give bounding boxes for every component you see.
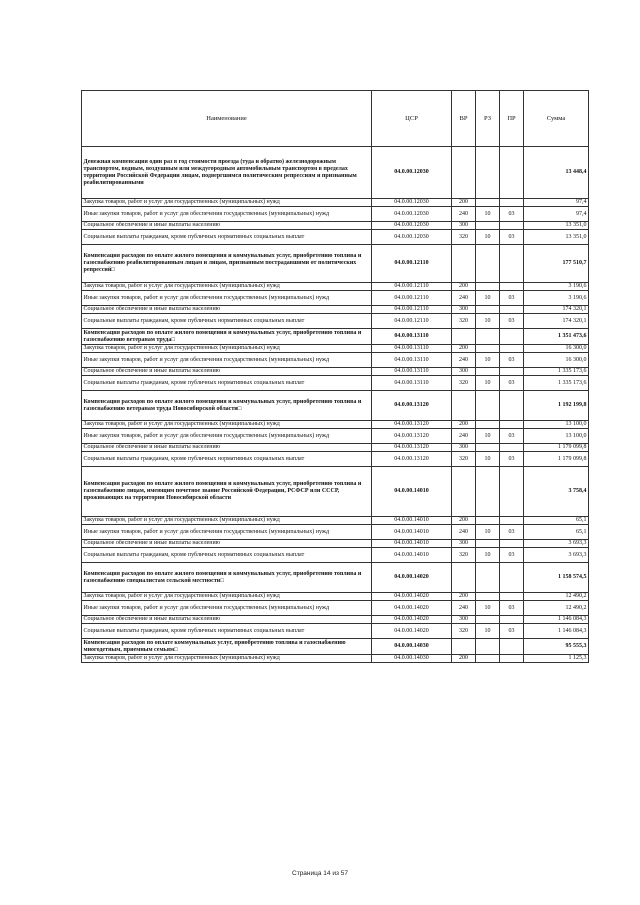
row-sum-cell: 13 100,0 <box>524 429 589 444</box>
table-row <box>82 199 589 207</box>
row-rz-cell: 10 <box>476 548 500 563</box>
row-vr-cell: 300 <box>452 306 476 314</box>
row-csr-cell: 04.0.00.13110 <box>372 368 452 376</box>
row-name-cell: Компенсация расходов по оплате жилого помещения и коммунальных услуг, приобретению топлива и газоснабжению ветеранам труда Новосибирской области□ <box>82 391 372 421</box>
row-vr-cell: 240 <box>452 601 476 616</box>
budget-table <box>81 90 589 663</box>
row-name-cell: Закупка товаров, работ и услуг для государственных (муниципальных) нужд <box>82 345 372 353</box>
table-row <box>82 291 589 306</box>
row-pr-cell: 03 <box>500 548 524 563</box>
row-csr-cell: 04.0.00.12030 <box>372 230 452 245</box>
row-pr-cell <box>500 199 524 207</box>
row-sum-cell: 174 320,1 <box>524 306 589 314</box>
row-sum-cell: 3 758,4 <box>524 467 589 517</box>
row-name-cell: Социальные выплаты гражданам, кроме публичных нормативных социальных выплат <box>82 624 372 639</box>
row-csr-cell: 04.0.00.13110 <box>372 376 452 391</box>
row-pr-cell <box>500 444 524 452</box>
row-pr-cell <box>500 283 524 291</box>
row-csr-cell: 04.0.00.13120 <box>372 444 452 452</box>
row-sum-cell: 97,4 <box>524 207 589 222</box>
row-sum-cell: 1 335 173,6 <box>524 368 589 376</box>
row-vr-cell: 320 <box>452 452 476 467</box>
table-row <box>82 421 589 429</box>
row-rz-cell: 10 <box>476 376 500 391</box>
row-csr-cell: 04.0.00.14030 <box>372 639 452 655</box>
row-pr-cell <box>500 639 524 655</box>
row-csr-cell: 04.0.00.14020 <box>372 624 452 639</box>
row-sum-cell: 1 158 574,5 <box>524 563 589 593</box>
row-rz-cell: 10 <box>476 525 500 540</box>
row-csr-cell: 04.0.00.13120 <box>372 429 452 444</box>
row-vr-cell: 240 <box>452 525 476 540</box>
row-rz-cell <box>476 444 500 452</box>
row-name-cell: Социальные выплаты гражданам, кроме публичных нормативных социальных выплат <box>82 314 372 329</box>
row-pr-cell <box>500 593 524 601</box>
row-csr-cell: 04.0.00.12110 <box>372 283 452 291</box>
row-rz-cell <box>476 222 500 230</box>
row-name-cell: Компенсация расходов по оплате жилого помещения и коммунальных услуг, приобретению топлива и газоснабжению специалистам сельской местности□ <box>82 563 372 593</box>
row-sum-cell: 65,1 <box>524 517 589 525</box>
row-sum-cell: 1 179 099,8 <box>524 444 589 452</box>
row-name-cell: Закупка товаров, работ и услуг для государственных (муниципальных) нужд <box>82 593 372 601</box>
row-rz-cell <box>476 616 500 624</box>
row-vr-cell <box>452 391 476 421</box>
row-pr-cell <box>500 245 524 283</box>
row-sum-cell: 13 351,0 <box>524 222 589 230</box>
row-name-cell: Закупка товаров, работ и услуг для государственных (муниципальных) нужд <box>82 283 372 291</box>
row-sum-cell: 1 146 084,3 <box>524 624 589 639</box>
row-vr-cell: 200 <box>452 283 476 291</box>
row-vr-cell: 300 <box>452 616 476 624</box>
row-pr-cell <box>500 329 524 345</box>
row-vr-cell <box>452 245 476 283</box>
table-row <box>82 616 589 624</box>
table-row <box>82 452 589 467</box>
header-pr: ПР <box>500 91 524 147</box>
row-vr-cell <box>452 467 476 517</box>
row-vr-cell <box>452 147 476 199</box>
table-row <box>82 517 589 525</box>
row-sum-cell: 13 351,0 <box>524 230 589 245</box>
table-row <box>82 525 589 540</box>
table-row <box>82 444 589 452</box>
row-sum-cell: 174 320,1 <box>524 314 589 329</box>
row-rz-cell: 10 <box>476 601 500 616</box>
row-csr-cell: 04.0.00.13120 <box>372 421 452 429</box>
header-sum: Сумма <box>524 91 589 147</box>
row-vr-cell: 200 <box>452 517 476 525</box>
table-row <box>82 245 589 283</box>
row-name-cell: Закупка товаров, работ и услуг для государственных (муниципальных) нужд <box>82 199 372 207</box>
row-vr-cell: 200 <box>452 345 476 353</box>
row-vr-cell: 300 <box>452 368 476 376</box>
row-vr-cell: 200 <box>452 655 476 663</box>
table-row <box>82 655 589 663</box>
table-row <box>82 345 589 353</box>
row-name-cell: Социальное обеспечение и иные выплаты населению <box>82 222 372 230</box>
row-name-cell: Социальные выплаты гражданам, кроме публичных нормативных социальных выплат <box>82 548 372 563</box>
table-row <box>82 306 589 314</box>
row-vr-cell: 320 <box>452 314 476 329</box>
table-header-row <box>82 91 589 147</box>
row-sum-cell: 177 510,7 <box>524 245 589 283</box>
row-csr-cell: 04.0.00.12110 <box>372 306 452 314</box>
row-name-cell: Социальные выплаты гражданам, кроме публичных нормативных социальных выплат <box>82 376 372 391</box>
row-rz-cell <box>476 391 500 421</box>
row-vr-cell: 320 <box>452 548 476 563</box>
table-row <box>82 601 589 616</box>
row-name-cell: Социальное обеспечение и иные выплаты населению <box>82 616 372 624</box>
row-sum-cell: 1 192 199,8 <box>524 391 589 421</box>
row-pr-cell: 03 <box>500 376 524 391</box>
table-row <box>82 467 589 517</box>
row-csr-cell: 04.0.00.13110 <box>372 345 452 353</box>
table-row <box>82 429 589 444</box>
row-pr-cell: 03 <box>500 624 524 639</box>
row-rz-cell <box>476 283 500 291</box>
row-sum-cell: 1 351 473,6 <box>524 329 589 345</box>
table-row <box>82 147 589 199</box>
row-pr-cell <box>500 540 524 548</box>
row-rz-cell <box>476 306 500 314</box>
row-name-cell: Закупка товаров, работ и услуг для государственных (муниципальных) нужд <box>82 421 372 429</box>
row-csr-cell: 04.0.00.13110 <box>372 353 452 368</box>
table-row <box>82 353 589 368</box>
row-name-cell: Социальное обеспечение и иные выплаты населению <box>82 306 372 314</box>
row-rz-cell <box>476 639 500 655</box>
row-vr-cell: 240 <box>452 429 476 444</box>
row-csr-cell: 04.0.00.14020 <box>372 616 452 624</box>
row-sum-cell: 97,4 <box>524 199 589 207</box>
row-name-cell: Компенсация расходов по оплате жилого помещения и коммунальных услуг, приобретению топлива и газоснабжению реабилитированным лицам и лицам, признанным пострадавшими от политических репрессий□ <box>82 245 372 283</box>
row-sum-cell: 95 555,3 <box>524 639 589 655</box>
row-pr-cell <box>500 616 524 624</box>
row-vr-cell: 320 <box>452 624 476 639</box>
row-vr-cell: 300 <box>452 222 476 230</box>
table-row <box>82 563 589 593</box>
row-name-cell: Социальные выплаты гражданам, кроме публичных нормативных социальных выплат <box>82 452 372 467</box>
table-row <box>82 283 589 291</box>
row-csr-cell: 04.0.00.14020 <box>372 563 452 593</box>
row-vr-cell: 240 <box>452 291 476 306</box>
row-csr-cell: 04.0.00.14010 <box>372 467 452 517</box>
row-name-cell: Компенсация расходов по оплате жилого помещения и коммунальных услуг, приобретению топлива и газоснабжению лицам, имеющим почетное звание Российской Федерации, РСФСР или СССР, проживающих на территории Новосибирской области <box>82 467 372 517</box>
row-vr-cell: 300 <box>452 444 476 452</box>
row-pr-cell: 03 <box>500 230 524 245</box>
row-sum-cell: 13 448,4 <box>524 147 589 199</box>
row-rz-cell: 10 <box>476 291 500 306</box>
row-rz-cell <box>476 655 500 663</box>
row-pr-cell <box>500 467 524 517</box>
row-pr-cell: 03 <box>500 525 524 540</box>
row-csr-cell: 04.0.00.14010 <box>372 540 452 548</box>
row-sum-cell: 3 693,3 <box>524 540 589 548</box>
row-pr-cell <box>500 222 524 230</box>
row-pr-cell <box>500 368 524 376</box>
row-csr-cell: 04.0.00.12030 <box>372 207 452 222</box>
row-rz-cell: 10 <box>476 429 500 444</box>
table-row <box>82 222 589 230</box>
row-pr-cell: 03 <box>500 601 524 616</box>
row-csr-cell: 04.0.00.12110 <box>372 245 452 283</box>
table-row <box>82 593 589 601</box>
row-rz-cell <box>476 467 500 517</box>
row-rz-cell: 10 <box>476 230 500 245</box>
row-name-cell: Иные закупки товаров, работ и услуг для обеспечения государственных (муниципальных) нужд <box>82 353 372 368</box>
row-pr-cell <box>500 345 524 353</box>
row-vr-cell: 320 <box>452 376 476 391</box>
row-pr-cell <box>500 563 524 593</box>
row-name-cell: Иные закупки товаров, работ и услуг для обеспечения государственных (муниципальных) нужд <box>82 601 372 616</box>
row-name-cell: Иные закупки товаров, работ и услуг для обеспечения государственных (муниципальных) нужд <box>82 207 372 222</box>
header-name: Наименование <box>82 91 372 147</box>
row-sum-cell: 1 146 084,3 <box>524 616 589 624</box>
row-name-cell: Компенсация расходов по оплате жилого помещения и коммунальных услуг, приобретению топлива и газоснабжению ветеранам труда□ <box>82 329 372 345</box>
row-pr-cell <box>500 655 524 663</box>
table-row <box>82 329 589 345</box>
row-sum-cell: 1 179 099,8 <box>524 452 589 467</box>
row-name-cell: Социальное обеспечение и иные выплаты населению <box>82 540 372 548</box>
table-row <box>82 376 589 391</box>
table-row <box>82 548 589 563</box>
row-name-cell: Компенсация расходов по оплате коммунальных услуг, приобретению топлива и газоснабжению многодетным, приемным семьям□ <box>82 639 372 655</box>
table-row <box>82 624 589 639</box>
row-pr-cell <box>500 517 524 525</box>
row-vr-cell: 200 <box>452 593 476 601</box>
row-name-cell: Денежная компенсация один раз в год стоимости проезда (туда и обратно) железнодорожным транспортом, водным, воздушным или междугородным автомобильным транспортом в пределах территории Российской Федерации лицам, подвергшимся политическим репрессиям и признанным реабилитированными <box>82 147 372 199</box>
row-rz-cell: 10 <box>476 353 500 368</box>
row-pr-cell: 03 <box>500 353 524 368</box>
row-rz-cell <box>476 517 500 525</box>
row-csr-cell: 04.0.00.12030 <box>372 222 452 230</box>
row-pr-cell <box>500 391 524 421</box>
row-vr-cell: 240 <box>452 353 476 368</box>
row-sum-cell: 12 490,2 <box>524 601 589 616</box>
row-csr-cell: 04.0.00.12030 <box>372 199 452 207</box>
page-number: Страница 14 из 57 <box>292 870 348 877</box>
row-csr-cell: 04.0.00.14010 <box>372 525 452 540</box>
row-vr-cell: 320 <box>452 230 476 245</box>
row-sum-cell: 3 190,6 <box>524 291 589 306</box>
row-pr-cell: 03 <box>500 207 524 222</box>
row-rz-cell <box>476 345 500 353</box>
row-rz-cell <box>476 593 500 601</box>
table-row <box>82 639 589 655</box>
row-rz-cell: 10 <box>476 624 500 639</box>
row-pr-cell: 03 <box>500 429 524 444</box>
row-vr-cell: 200 <box>452 199 476 207</box>
table-row <box>82 314 589 329</box>
row-pr-cell: 03 <box>500 291 524 306</box>
header-csr: ЦСР <box>372 91 452 147</box>
row-rz-cell <box>476 368 500 376</box>
table-body <box>82 147 589 663</box>
row-sum-cell: 1 335 173,6 <box>524 376 589 391</box>
row-csr-cell: 04.0.00.12030 <box>372 147 452 199</box>
row-csr-cell: 04.0.00.14020 <box>372 593 452 601</box>
row-csr-cell: 04.0.00.12110 <box>372 291 452 306</box>
table-row <box>82 368 589 376</box>
table-row <box>82 540 589 548</box>
row-csr-cell: 04.0.00.14030 <box>372 655 452 663</box>
row-rz-cell <box>476 147 500 199</box>
row-sum-cell: 13 100,0 <box>524 421 589 429</box>
row-pr-cell: 03 <box>500 452 524 467</box>
header-rz: РЗ <box>476 91 500 147</box>
row-sum-cell: 12 490,2 <box>524 593 589 601</box>
row-csr-cell: 04.0.00.13120 <box>372 452 452 467</box>
row-csr-cell: 04.0.00.13120 <box>372 391 452 421</box>
row-pr-cell <box>500 306 524 314</box>
row-name-cell: Иные закупки товаров, работ и услуг для обеспечения государственных (муниципальных) нужд <box>82 525 372 540</box>
row-sum-cell: 16 300,0 <box>524 353 589 368</box>
row-name-cell: Социальные выплаты гражданам, кроме публичных нормативных социальных выплат <box>82 230 372 245</box>
row-pr-cell <box>500 147 524 199</box>
row-rz-cell <box>476 421 500 429</box>
row-sum-cell: 65,1 <box>524 525 589 540</box>
row-vr-cell: 200 <box>452 421 476 429</box>
row-sum-cell: 3 693,3 <box>524 548 589 563</box>
table-row <box>82 391 589 421</box>
row-name-cell: Иные закупки товаров, работ и услуг для обеспечения государственных (муниципальных) нужд <box>82 429 372 444</box>
row-rz-cell: 10 <box>476 452 500 467</box>
header-vr: ВР <box>452 91 476 147</box>
row-name-cell: Социальное обеспечение и иные выплаты населению <box>82 368 372 376</box>
row-pr-cell: 03 <box>500 314 524 329</box>
row-name-cell: Закупка товаров, работ и услуг для государственных (муниципальных) нужд <box>82 517 372 525</box>
row-csr-cell: 04.0.00.13110 <box>372 329 452 345</box>
row-name-cell: Иные закупки товаров, работ и услуг для обеспечения государственных (муниципальных) нужд <box>82 291 372 306</box>
row-name-cell: Социальное обеспечение и иные выплаты населению <box>82 444 372 452</box>
row-rz-cell: 10 <box>476 314 500 329</box>
row-rz-cell: 10 <box>476 207 500 222</box>
row-rz-cell <box>476 245 500 283</box>
row-sum-cell: 3 190,6 <box>524 283 589 291</box>
row-csr-cell: 04.0.00.14020 <box>372 601 452 616</box>
table-row <box>82 207 589 222</box>
row-name-cell: Закупка товаров, работ и услуг для государственных (муниципальных) нужд <box>82 655 372 663</box>
row-rz-cell <box>476 540 500 548</box>
row-rz-cell <box>476 199 500 207</box>
row-sum-cell: 1 125,3 <box>524 655 589 663</box>
row-vr-cell <box>452 639 476 655</box>
row-rz-cell <box>476 563 500 593</box>
row-csr-cell: 04.0.00.14010 <box>372 548 452 563</box>
row-vr-cell <box>452 329 476 345</box>
row-pr-cell <box>500 421 524 429</box>
row-sum-cell: 16 300,0 <box>524 345 589 353</box>
budget-table-sheet <box>81 90 588 663</box>
row-vr-cell <box>452 563 476 593</box>
row-vr-cell: 300 <box>452 540 476 548</box>
row-rz-cell <box>476 329 500 345</box>
row-csr-cell: 04.0.00.12110 <box>372 314 452 329</box>
row-csr-cell: 04.0.00.14010 <box>372 517 452 525</box>
table-row <box>82 230 589 245</box>
row-vr-cell: 240 <box>452 207 476 222</box>
